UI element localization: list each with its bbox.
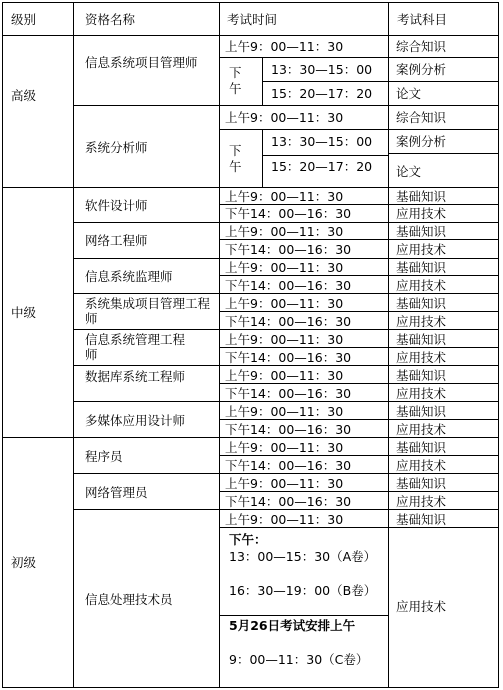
subject: 应用技术 [396,458,447,473]
exam-time-am: 上午9：00—11：30 [225,404,344,419]
exam-time-am: 上午9：00—11：30 [225,512,344,527]
cert-name: 网络工程师 [85,233,148,248]
rule [219,347,498,348]
senior-pm-divider-2 [262,129,263,187]
rule [73,329,498,330]
subject: 基础知识 [396,512,447,527]
cert-name: 系统集成项目管理工程师 [85,296,211,326]
rule [219,419,498,420]
subject: 基础知识 [396,404,447,419]
subject: 应用技术 [396,494,447,509]
exam-time-pm: 下午14：00—16：30 [225,386,352,401]
subject: 综合知识 [396,110,447,125]
rule [3,437,498,438]
rule [219,383,498,384]
rule [388,153,498,154]
subject: 基础知识 [396,368,447,383]
exam-time-pm: 下午14：00—16：30 [225,494,352,509]
exam-time-pm2: 15：20—17：20 [271,86,373,101]
rule [219,491,498,492]
exam-time-pm: 下午14：00—16：30 [225,278,352,293]
exam-time-am: 上午9：00—11：30 [225,296,344,311]
subject: 基础知识 [396,332,447,347]
exam-time-pm: 下午14：00—16：30 [225,206,352,221]
rule [219,527,498,528]
subject: 综合知识 [396,39,447,54]
rule [219,57,498,58]
paper-c-time: 9：00—11：30（C卷） [229,652,369,667]
pm-label: 下午 [229,65,242,96]
header-time: 考试时间 [227,12,278,27]
rule [73,258,498,259]
exam-time-am: 上午9：00—11：30 [225,260,344,275]
subject: 基础知识 [396,260,447,275]
exam-time-am: 上午9：00—11：30 [225,476,344,491]
subject: 基础知识 [396,189,447,204]
rule [219,204,498,205]
header-name: 资格名称 [85,12,136,27]
level-intermediate: 中级 [11,305,37,320]
subject: 基础知识 [396,476,447,491]
subject: 基础知识 [396,296,447,311]
subject: 应用技术 [396,386,447,401]
subject: 基础知识 [396,440,447,455]
cert-name: 数据库系统工程师 [85,369,186,384]
rule [73,222,498,223]
subject: 论文 [396,86,422,101]
exam-time-am: 上午9：00—11：30 [225,368,344,383]
exam-time-am: 上午9：00—11：30 [225,39,344,54]
exam-time-am: 上午9：00—11：30 [225,110,344,125]
exam-time-am: 上午9：00—11：30 [225,224,344,239]
rule [73,365,498,366]
exam-time-pm1: 13：30—15：00 [271,62,373,77]
rule [219,311,498,312]
paper-b-time: 16：30—19：00（B卷） [229,583,377,598]
subject: 基础知识 [396,224,447,239]
rule [219,455,498,456]
exam-time-pm1: 13：30—15：00 [271,134,373,149]
level-junior: 初级 [11,555,37,570]
subject: 应用技术 [396,278,447,293]
cert-name: 信息系统项目管理师 [85,55,198,70]
rule [219,239,498,240]
subject: 应用技术 [396,242,447,257]
exam-schedule-table [2,2,499,688]
level-senior: 高级 [11,88,37,103]
cert-name: 信息处理技术员 [85,592,173,607]
rule [3,187,498,188]
rule [219,129,498,130]
subject: 应用技术 [396,599,447,614]
cert-name: 软件设计师 [85,198,148,213]
exam-time-pm: 下午14：00—16：30 [225,242,352,257]
subject: 应用技术 [396,206,447,221]
rule [73,509,498,510]
cert-name: 程序员 [85,449,123,464]
paper-a-time: 13：00—15：30（A卷） [229,549,377,564]
rule [262,81,498,82]
subject: 应用技术 [396,314,447,329]
cert-name: 多媒体应用设计师 [85,413,186,428]
header-rule [3,35,498,36]
rule [73,293,498,294]
exam-time-am: 上午9：00—11：30 [225,189,344,204]
exam-time-am: 上午9：00—11：30 [225,440,344,455]
rule [219,615,388,616]
exam-time-pm: 下午14：00—16：30 [225,350,352,365]
subject: 论文 [396,164,422,179]
exam-time-pm: 下午14：00—16：30 [225,458,352,473]
rule [73,401,498,402]
exam-time-pm: 下午14：00—16：30 [225,422,352,437]
exam-time-am: 上午9：00—11：30 [225,332,344,347]
subject: 应用技术 [396,350,447,365]
pm-label: 下午： [229,532,267,547]
subject: 案例分析 [396,134,447,149]
pm-label: 下午 [229,143,242,174]
may-26-note: 5月26日考试安排上午 [229,618,356,633]
rule [73,105,498,106]
subject: 案例分析 [396,62,447,77]
header-subject: 考试科目 [397,12,448,27]
rule [262,155,388,156]
cert-name: 信息系统管理工程师 [85,332,186,362]
exam-time-pm2: 15：20—17：20 [271,159,373,174]
subject: 应用技术 [396,422,447,437]
cert-name: 网络管理员 [85,485,148,500]
rule [219,275,498,276]
cert-name: 系统分析师 [85,140,148,155]
rule [73,473,498,474]
cert-name: 信息系统监理师 [85,269,173,284]
header-level: 级别 [11,12,37,27]
exam-time-pm: 下午14：00—16：30 [225,314,352,329]
